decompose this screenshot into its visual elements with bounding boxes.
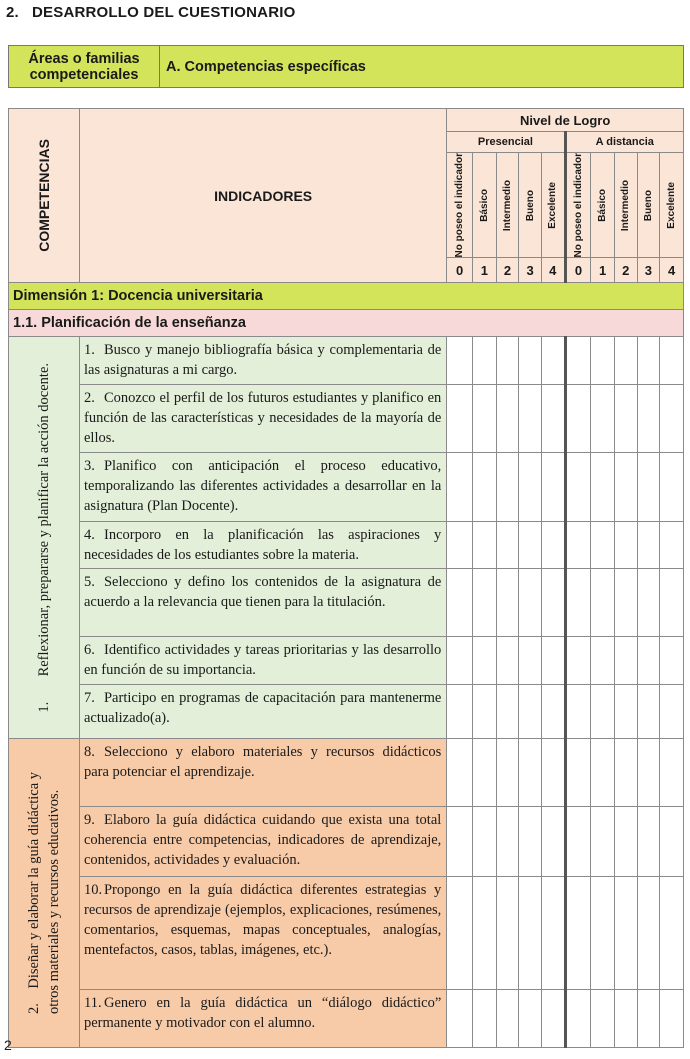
level-header [637,153,660,258]
rating-cell[interactable] [541,337,565,385]
level-header [614,153,637,258]
rating-cell[interactable] [591,337,615,385]
rating-cell[interactable] [565,877,591,990]
rating-cell[interactable] [614,337,637,385]
level-label: No poseo el indicador [454,153,466,258]
competencia-2 [9,739,80,1048]
rating-cell[interactable] [541,522,565,569]
rating-cell[interactable] [473,522,497,569]
indicator-number: 6. [83,642,95,659]
rating-cell[interactable] [660,453,684,522]
indicator-text [79,453,446,522]
indicator-text [79,522,446,569]
rating-cell[interactable] [614,637,637,685]
subdimension-row: 1.1. Planificación de la enseñanza [9,310,684,337]
indicator-text [79,807,446,877]
rating-cell[interactable] [637,685,660,739]
rating-cell[interactable] [591,522,615,569]
rating-cell[interactable] [660,990,684,1048]
presencial-header: Presencial [447,132,565,153]
rating-cell[interactable] [565,685,591,739]
level-header [565,153,591,258]
competencia-1 [9,337,80,739]
indicadores-header: INDICADORES [79,109,446,283]
questionnaire-table [8,108,684,1048]
rating-cell[interactable] [660,385,684,453]
rating-cell[interactable] [565,807,591,877]
rating-cell[interactable] [496,685,519,739]
indicator-row [9,385,684,453]
level-label: Intermedio [620,179,632,231]
rating-cell[interactable] [473,807,497,877]
indicator-number: 3. [83,458,95,475]
indicator-number: 5. [83,574,95,591]
score-header: 1 [473,258,497,283]
level-header [541,153,565,258]
score-header: 0 [565,258,591,283]
indicator-description: Selecciono y defino los contenidos de la asignatura de acuerdo a la relevancia que tienen para la titulación. [83,574,442,611]
rating-cell[interactable] [496,453,519,522]
indicator-text [79,739,446,807]
rating-cell[interactable] [447,877,473,990]
indicator-description: Participo en programas de capacitación para mantenerme actualizado(a). [83,690,442,727]
rating-cell[interactable] [447,522,473,569]
rating-cell[interactable] [473,990,497,1048]
competencia-2-line1: 2. Diseñar y elaborar la guía didáctica y [25,772,42,1015]
level-header [473,153,497,258]
indicator-row [9,807,684,877]
indicator-description: Busco y manejo bibliografía básica y complementaria de las asignaturas a mi cargo. [83,342,442,379]
rating-cell[interactable] [591,453,615,522]
rating-cell[interactable] [591,877,615,990]
rating-cell[interactable] [496,990,519,1048]
competencias-header [9,109,80,283]
rating-cell[interactable] [473,685,497,739]
level-header [591,153,615,258]
rating-cell[interactable] [473,637,497,685]
rating-cell[interactable] [591,685,615,739]
competencias-header-text: COMPETENCIAS [35,139,52,253]
area-label-line2: competenciales [29,66,139,83]
indicator-text [79,569,446,637]
rating-cell[interactable] [473,877,497,990]
level-label: Excelente [666,181,678,229]
level-label: Bueno [524,189,536,221]
rating-cell[interactable] [496,637,519,685]
indicator-text [79,637,446,685]
level-header [519,153,542,258]
nivel-de-logro-header: Nivel de Logro [447,109,684,132]
rating-cell[interactable] [496,877,519,990]
score-header: 4 [660,258,684,283]
rating-cell[interactable] [637,453,660,522]
competencia-2-line2: otros materiales y recursos educativos. [45,790,62,1015]
rating-cell[interactable] [591,990,615,1048]
rating-cell[interactable] [637,522,660,569]
rating-cell[interactable] [614,569,637,637]
level-header [496,153,519,258]
indicator-row [9,990,684,1048]
level-label: Bueno [642,189,654,221]
indicator-description: Selecciono y elaboro materiales y recursos didácticos para potenciar el aprendizaje. [83,744,442,781]
rating-cell[interactable] [473,569,497,637]
score-header: 4 [541,258,565,283]
area-value: A. Competencias específicas [160,46,684,88]
indicator-text [79,685,446,739]
level-label: Básico [478,188,490,222]
rating-cell[interactable] [637,990,660,1048]
rating-cell[interactable] [519,990,542,1048]
rating-cell[interactable] [660,637,684,685]
rating-cell[interactable] [614,807,637,877]
indicator-description: Planifico con anticipación el proceso educativo, temporalizando las diferentes actividades a desarrollar en la asignatura (Plan Docente). [83,458,442,515]
rating-cell[interactable] [473,739,497,807]
indicator-row [9,685,684,739]
rating-cell[interactable] [591,807,615,877]
rating-cell[interactable] [519,522,542,569]
indicator-row [9,337,684,385]
rating-cell[interactable] [591,385,615,453]
rating-cell[interactable] [473,453,497,522]
rating-cell[interactable] [519,385,542,453]
rating-cell[interactable] [541,453,565,522]
rating-cell[interactable] [519,685,542,739]
indicator-row [9,637,684,685]
indicator-row [9,569,684,637]
rating-cell[interactable] [519,807,542,877]
rating-cell[interactable] [541,685,565,739]
rating-cell[interactable] [519,739,542,807]
rating-cell[interactable] [447,637,473,685]
rating-cell[interactable] [541,569,565,637]
rating-cell[interactable] [614,877,637,990]
rating-cell[interactable] [565,569,591,637]
score-header: 3 [519,258,542,283]
rating-cell[interactable] [565,990,591,1048]
rating-cell[interactable] [660,522,684,569]
indicator-description: Genero en la guía didáctica un “diálogo didáctico” permanente y motivador con el alumno. [83,995,442,1032]
rating-cell[interactable] [541,877,565,990]
rating-cell[interactable] [447,685,473,739]
rating-cell[interactable] [637,637,660,685]
indicator-description: Propongo en la guía didáctica diferentes estrategias y recursos de aprendizaje (ejemplos, explicaciones, resúmenes, comentarios, esquemas, mapas conceptuales, analogías, mentefactos, casos, tablas, imágenes, etc.). [83,882,442,959]
rating-cell[interactable] [614,453,637,522]
rating-cell[interactable] [541,739,565,807]
rating-cell[interactable] [660,569,684,637]
rating-cell[interactable] [565,739,591,807]
rating-cell[interactable] [614,385,637,453]
rating-cell[interactable] [473,385,497,453]
section-title: 2. DESARROLLO DEL CUESTIONARIO [6,4,296,21]
rating-cell[interactable] [565,637,591,685]
rating-cell[interactable] [614,990,637,1048]
rating-cell[interactable] [660,337,684,385]
rating-cell[interactable] [519,337,542,385]
rating-cell[interactable] [591,569,615,637]
rating-cell[interactable] [519,637,542,685]
rating-cell[interactable] [496,337,519,385]
rating-cell[interactable] [447,739,473,807]
area-label [9,46,160,88]
score-header: 3 [637,258,660,283]
page-number: 2 [4,1037,12,1053]
rating-cell[interactable] [565,385,591,453]
rating-cell[interactable] [637,337,660,385]
indicator-number: 4. [83,527,95,544]
rating-cell[interactable] [637,877,660,990]
rating-cell[interactable] [614,739,637,807]
rating-cell[interactable] [519,877,542,990]
rating-cell[interactable] [637,569,660,637]
rating-cell[interactable] [565,453,591,522]
indicator-number: 2. [83,390,95,407]
level-label: No poseo el indicador [572,153,584,258]
indicator-row [9,877,684,990]
competencia-1-text: 1. Reflexionar, prepararse y planificar la acción docente. [35,363,52,713]
indicator-description: Identifico actividades y tareas prioritarias y las desarrollo en función de su importancia. [83,642,442,679]
indicator-text [79,337,446,385]
rating-cell[interactable] [591,739,615,807]
competencia-2-text [24,772,64,1014]
indicator-text [79,385,446,453]
rating-cell[interactable] [496,739,519,807]
rating-cell[interactable] [614,522,637,569]
score-header: 0 [447,258,473,283]
indicator-row [9,739,684,807]
indicator-description: Conozco el perfil de los futuros estudiantes y planifico en función de las características y necesidades de la mayoría de ellos. [83,390,442,447]
rating-cell[interactable] [473,337,497,385]
rating-cell[interactable] [447,990,473,1048]
rating-cell[interactable] [637,385,660,453]
distancia-header: A distancia [565,132,683,153]
rating-cell[interactable] [660,877,684,990]
rating-cell[interactable] [591,637,615,685]
rating-cell[interactable] [565,522,591,569]
rating-cell[interactable] [637,807,660,877]
rating-cell[interactable] [496,522,519,569]
rating-cell[interactable] [519,569,542,637]
indicator-row [9,453,684,522]
rating-cell[interactable] [541,807,565,877]
rating-cell[interactable] [447,807,473,877]
score-header: 2 [496,258,519,283]
rating-cell[interactable] [565,337,591,385]
rating-cell[interactable] [660,685,684,739]
indicator-text [79,990,446,1048]
rating-cell[interactable] [541,385,565,453]
score-header: 1 [591,258,615,283]
area-label-line1: Áreas o familias [28,50,140,67]
rating-cell[interactable] [496,807,519,877]
level-label: Básico [597,188,609,222]
level-label: Excelente [547,181,559,229]
indicator-description: Incorporo en la planificación las aspiraciones y necesidades de los estudiantes sobre la materia. [83,527,442,564]
rating-cell[interactable] [541,990,565,1048]
indicator-number: 10. [83,882,103,899]
rating-cell[interactable] [541,637,565,685]
rating-cell[interactable] [519,453,542,522]
indicator-number: 9. [83,812,95,829]
area-table [8,45,684,88]
rating-cell[interactable] [660,807,684,877]
indicator-number: 11. [83,995,102,1012]
rating-cell[interactable] [447,337,473,385]
rating-cell[interactable] [614,685,637,739]
rating-cell[interactable] [496,385,519,453]
indicator-number: 1. [83,342,95,359]
rating-cell[interactable] [637,739,660,807]
level-header [447,153,473,258]
indicator-description: Elaboro la guía didáctica cuidando que exista una total coherencia entre competencias, indicadores de aprendizaje, contenidos, actividades y evaluación. [83,812,442,869]
indicator-row [9,522,684,569]
rating-cell[interactable] [660,739,684,807]
indicator-text [79,877,446,990]
rating-cell[interactable] [447,453,473,522]
rating-cell[interactable] [496,569,519,637]
level-header [660,153,684,258]
rating-cell[interactable] [447,569,473,637]
rating-cell[interactable] [447,385,473,453]
dimension-row: Dimensión 1: Docencia universitaria [9,283,684,310]
score-header: 2 [614,258,637,283]
indicator-number: 7. [83,690,95,707]
level-label: Intermedio [501,179,513,231]
indicator-number: 8. [83,744,95,761]
